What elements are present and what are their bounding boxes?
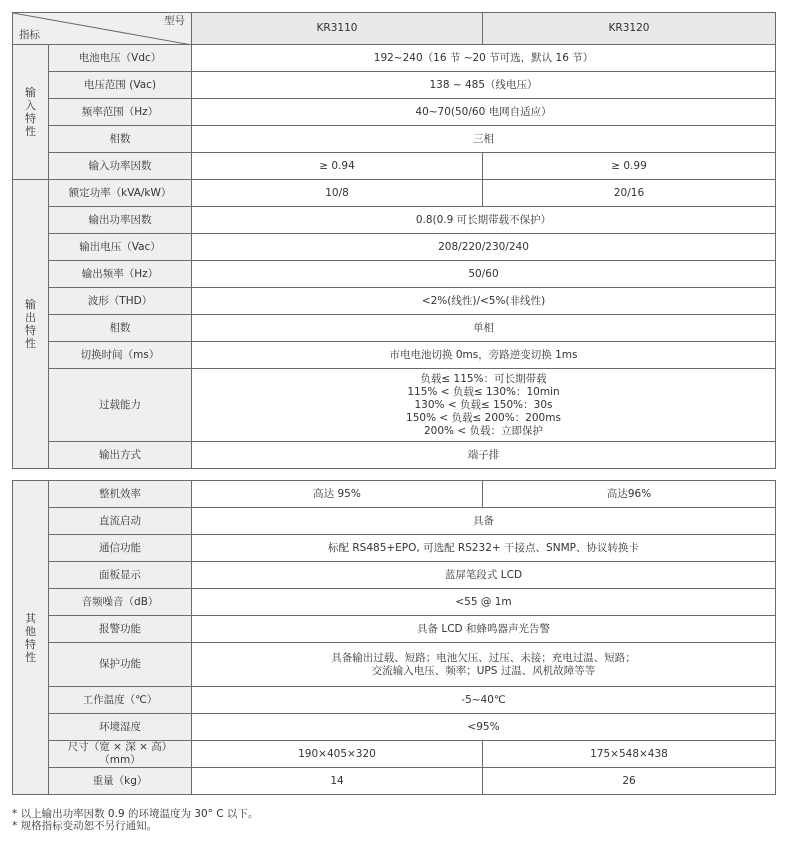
table-row <box>13 99 776 126</box>
model-kr3110: KR3110 <box>192 13 483 45</box>
row-value: 三相 <box>192 126 776 153</box>
header-row <box>13 13 776 45</box>
table-row <box>13 768 776 795</box>
row-label: 输出功率因数 <box>49 207 192 234</box>
row-label: 保护功能 <box>49 643 192 687</box>
row-value: 0.8(0.9 可长期带载不保护） <box>192 207 776 234</box>
table-row <box>13 342 776 369</box>
row-label: 报警功能 <box>49 616 192 643</box>
table-row <box>13 589 776 616</box>
row-value: <2%(线性)/<5%(非线性) <box>192 288 776 315</box>
row-label: 整机效率 <box>49 481 192 508</box>
table-row <box>13 45 776 72</box>
row-value: <95% <box>192 714 776 741</box>
row-label: 面板显示 <box>49 562 192 589</box>
row-label: 电压范围 (Vac) <box>49 72 192 99</box>
table-row <box>13 126 776 153</box>
overload-line: 负载≤ 115%：可长期带载 <box>420 372 547 385</box>
row-label: 直流启动 <box>49 508 192 535</box>
footnotes <box>12 808 258 832</box>
table-row <box>13 616 776 643</box>
row-value: 138 ~ 485（线电压） <box>192 72 776 99</box>
row-label: 输出方式 <box>49 442 192 469</box>
footnote: * 以上输出功率因数 0.9 的环境温度为 30° C 以下。 <box>12 808 259 820</box>
overload-line: 130% < 负载≤ 150%：30s <box>414 398 553 411</box>
overload-value <box>192 369 776 442</box>
row-value-kr3120: ≥ 0.99 <box>483 153 776 180</box>
overload-line: 150% < 负载≤ 200%：200ms <box>406 411 561 424</box>
model-kr3120: KR3120 <box>483 13 776 45</box>
row-value: 50/60 <box>192 261 776 288</box>
row-label: 输出频率（Hz） <box>49 261 192 288</box>
group-other: 其他特性 <box>13 481 49 795</box>
table-row <box>13 643 776 687</box>
row-value: 192~240（16 节 ~20 节可选，默认 16 节） <box>192 45 776 72</box>
row-label: 过载能力 <box>49 369 192 442</box>
group-input: 输入特性 <box>13 45 49 180</box>
overload-line: 115% < 负载≤ 130%：10min <box>407 385 560 398</box>
protect-line: 具备输出过载、短路；电池欠压、过压、未接；充电过温、短路； <box>331 651 636 664</box>
row-value-kr3110: 14 <box>192 768 483 795</box>
row-value: 单相 <box>192 315 776 342</box>
table-row <box>13 207 776 234</box>
spec-table-other <box>12 480 776 795</box>
table-row <box>13 562 776 589</box>
table-row <box>13 315 776 342</box>
row-label: 电池电压（Vdc） <box>49 45 192 72</box>
row-value: 标配 RS485+EPO, 可选配 RS232+ 干接点、SNMP、协议转换卡 <box>192 535 776 562</box>
row-value-kr3110: 190×405×320 <box>192 741 483 768</box>
table-row <box>13 261 776 288</box>
row-value: -5~40℃ <box>192 687 776 714</box>
protect-line: 交流输入电压、频率；UPS 过温、风机故障等等 <box>371 664 596 677</box>
group-output: 输出特性 <box>13 180 49 469</box>
row-value: 蓝屏笔段式 LCD <box>192 562 776 589</box>
row-label: 尺寸（宽 × 深 × 高） （mm） <box>49 741 192 768</box>
row-value: 端子排 <box>192 442 776 469</box>
table-row <box>13 687 776 714</box>
table-row <box>13 481 776 508</box>
row-label: 额定功率（kVA/kW） <box>49 180 192 207</box>
row-value-kr3120: 高达96% <box>483 481 776 508</box>
row-value: 具备 LCD 和蜂鸣器声光告警 <box>192 616 776 643</box>
row-value-kr3120: 175×548×438 <box>483 741 776 768</box>
row-label: 音频噪音（dB） <box>49 589 192 616</box>
row-value-kr3120: 26 <box>483 768 776 795</box>
row-value-kr3120: 20/16 <box>483 180 776 207</box>
row-value: 208/220/230/240 <box>192 234 776 261</box>
row-label: 工作温度（℃） <box>49 687 192 714</box>
row-value: 市电电池切换 0ms，旁路逆变切换 1ms <box>192 342 776 369</box>
table-row <box>13 180 776 207</box>
row-label: 通信功能 <box>49 535 192 562</box>
row-label: 相数 <box>49 315 192 342</box>
spec-table-input-output <box>12 12 776 469</box>
row-value-kr3110: 10/8 <box>192 180 483 207</box>
row-label: 相数 <box>49 126 192 153</box>
table-row <box>13 369 776 442</box>
model-label: 型号 <box>164 15 185 27</box>
table-row <box>13 288 776 315</box>
table-row <box>13 714 776 741</box>
protect-value <box>192 643 776 687</box>
row-value-kr3110: ≥ 0.94 <box>192 153 483 180</box>
table-row <box>13 72 776 99</box>
row-value: 40~70(50/60 电网自适应） <box>192 99 776 126</box>
overload-line: 200% < 负载：立即保护 <box>424 424 543 437</box>
table-row <box>13 741 776 768</box>
table-row <box>13 442 776 469</box>
row-label: 波形（THD） <box>49 288 192 315</box>
row-label: 输出电压（Vac） <box>49 234 192 261</box>
table-row <box>13 234 776 261</box>
row-label: 频率范围（Hz） <box>49 99 192 126</box>
table-row <box>13 535 776 562</box>
row-value: <55 @ 1m <box>192 589 776 616</box>
table-row <box>13 508 776 535</box>
row-label: 重量（kg） <box>49 768 192 795</box>
header-corner-cell <box>13 13 192 45</box>
footnote: * 规格指标变动恕不另行通知。 <box>12 820 158 832</box>
row-label: 环境湿度 <box>49 714 192 741</box>
table-row <box>13 153 776 180</box>
row-value: 具备 <box>192 508 776 535</box>
row-value-kr3110: 高达 95% <box>192 481 483 508</box>
index-label: 指标 <box>19 29 40 41</box>
row-label: 切换时间（ms） <box>49 342 192 369</box>
row-label: 输入功率因数 <box>49 153 192 180</box>
